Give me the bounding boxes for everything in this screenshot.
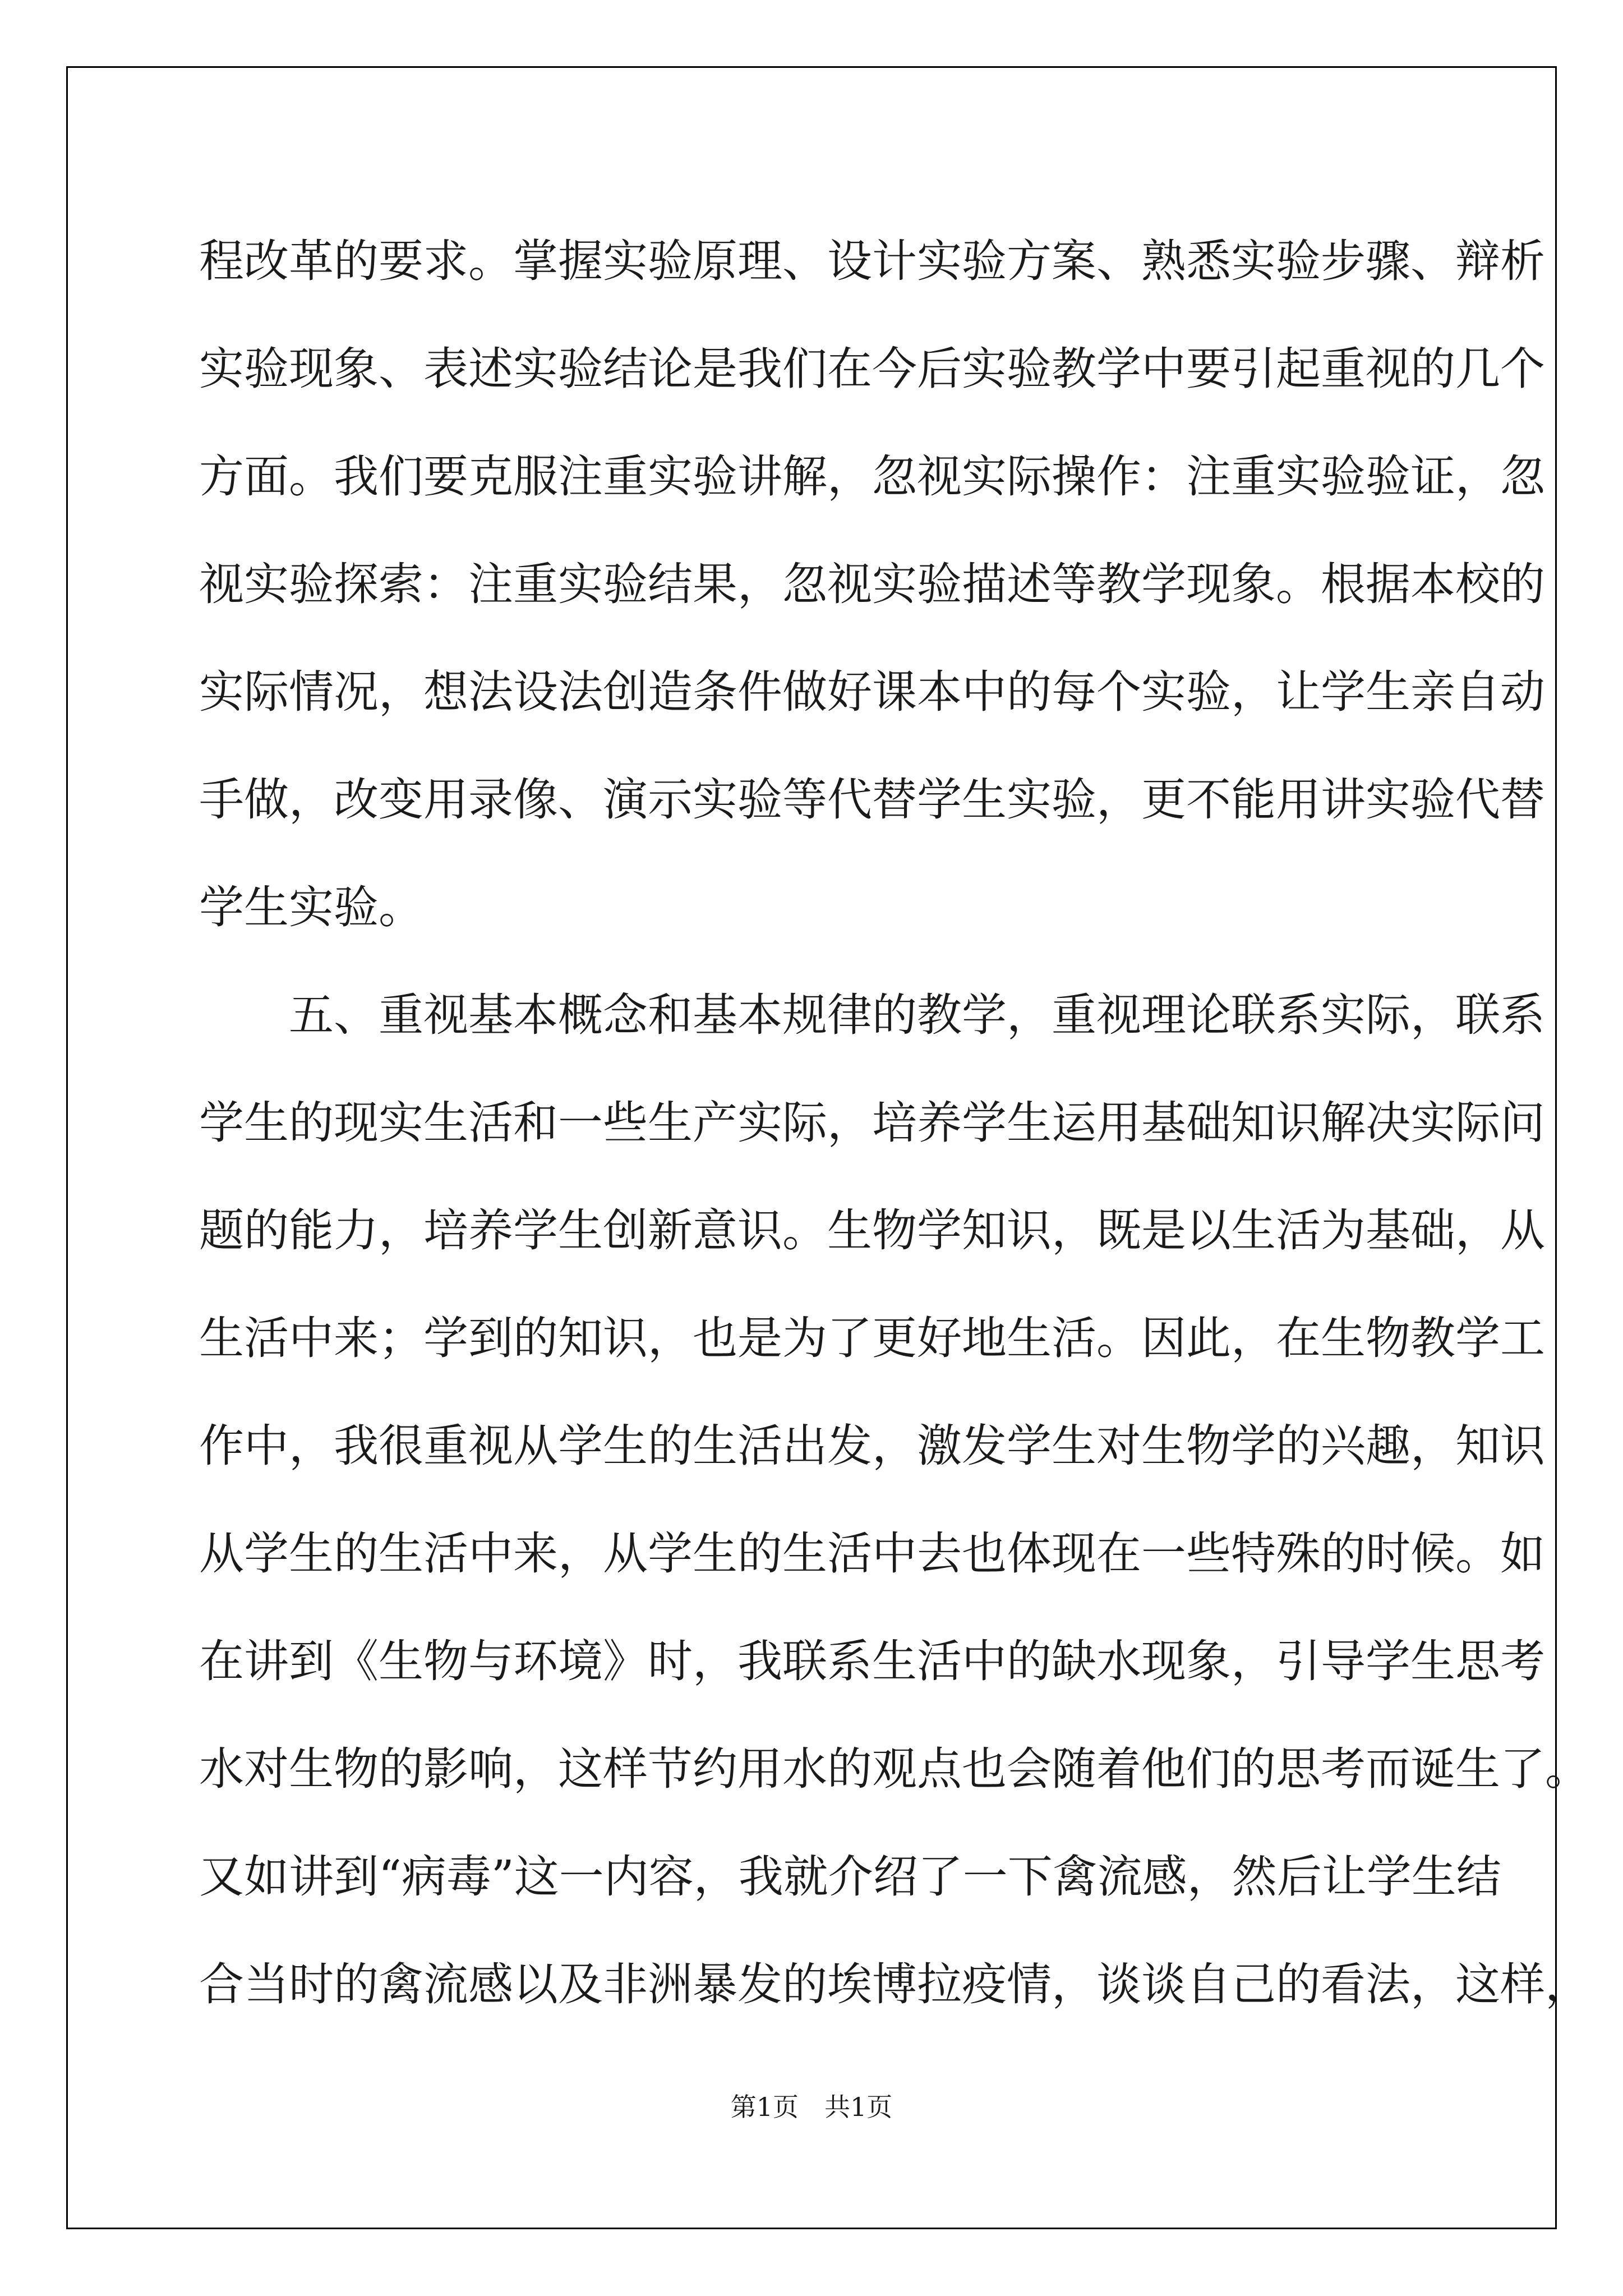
- document-body: [199, 208, 1590, 2039]
- text-line: 手做，改变用录像、演示实验等代替学生实验，更不能用讲实验代替: [199, 774, 1545, 826]
- page-number: 第1页: [730, 2092, 799, 2122]
- text-line: 水对生物的影响，这样节约用水的观点也会随着他们的思考而诞生了。: [199, 1743, 1590, 1795]
- text-line: 学生的现实生活和一些生产实际，培养学生运用基础知识解决实际问: [199, 1097, 1545, 1149]
- text-line: 又如讲到“病毒”这一内容，我就介绍了一下禽流感，然后让学生结: [199, 1851, 1501, 1903]
- paragraph-start-line: 五、重视基本概念和基本规律的教学，重视理论联系实际，联系: [289, 989, 1545, 1041]
- text-line: 合当时的禽流感以及非洲暴发的埃博拉疫情，谈谈自己的看法，这样，: [199, 1958, 1590, 2010]
- text-line: 程改革的要求。掌握实验原理、设计实验方案、熟悉实验步骤、辩析: [199, 235, 1545, 287]
- text-line: 学生实验。: [199, 881, 423, 933]
- page-count: 共1页: [824, 2092, 893, 2122]
- text-line: 视实验探索：注重实验结果，忽视实验描述等教学现象。根据本校的: [199, 558, 1545, 610]
- text-line: 生活中来；学到的知识，也是为了更好地生活。因此，在生物教学工: [199, 1312, 1545, 1364]
- text-line: 实验现象、表述实验结论是我们在今后实验教学中要引起重视的几个: [199, 343, 1545, 395]
- text-line: 方面。我们要克服注重实验讲解，忽视实际操作：注重实验验证，忽: [199, 450, 1545, 503]
- page-footer: [0, 2087, 1623, 2124]
- text-line: 题的能力，培养学生创新意识。生物学知识，既是以生活为基础，从: [199, 1204, 1545, 1257]
- text-line: 实际情况，想法设法创造条件做好课本中的每个实验，让学生亲自动: [199, 666, 1545, 718]
- text-line: 作中，我很重视从学生的生活出发，激发学生对生物学的兴趣，知识: [199, 1420, 1545, 1472]
- text-line: 在讲到《生物与环境》时，我联系生活中的缺水现象，引导学生思考: [199, 1635, 1545, 1687]
- text-line: 从学生的生活中来，从学生的生活中去也体现在一些特殊的时候。如: [199, 1527, 1545, 1580]
